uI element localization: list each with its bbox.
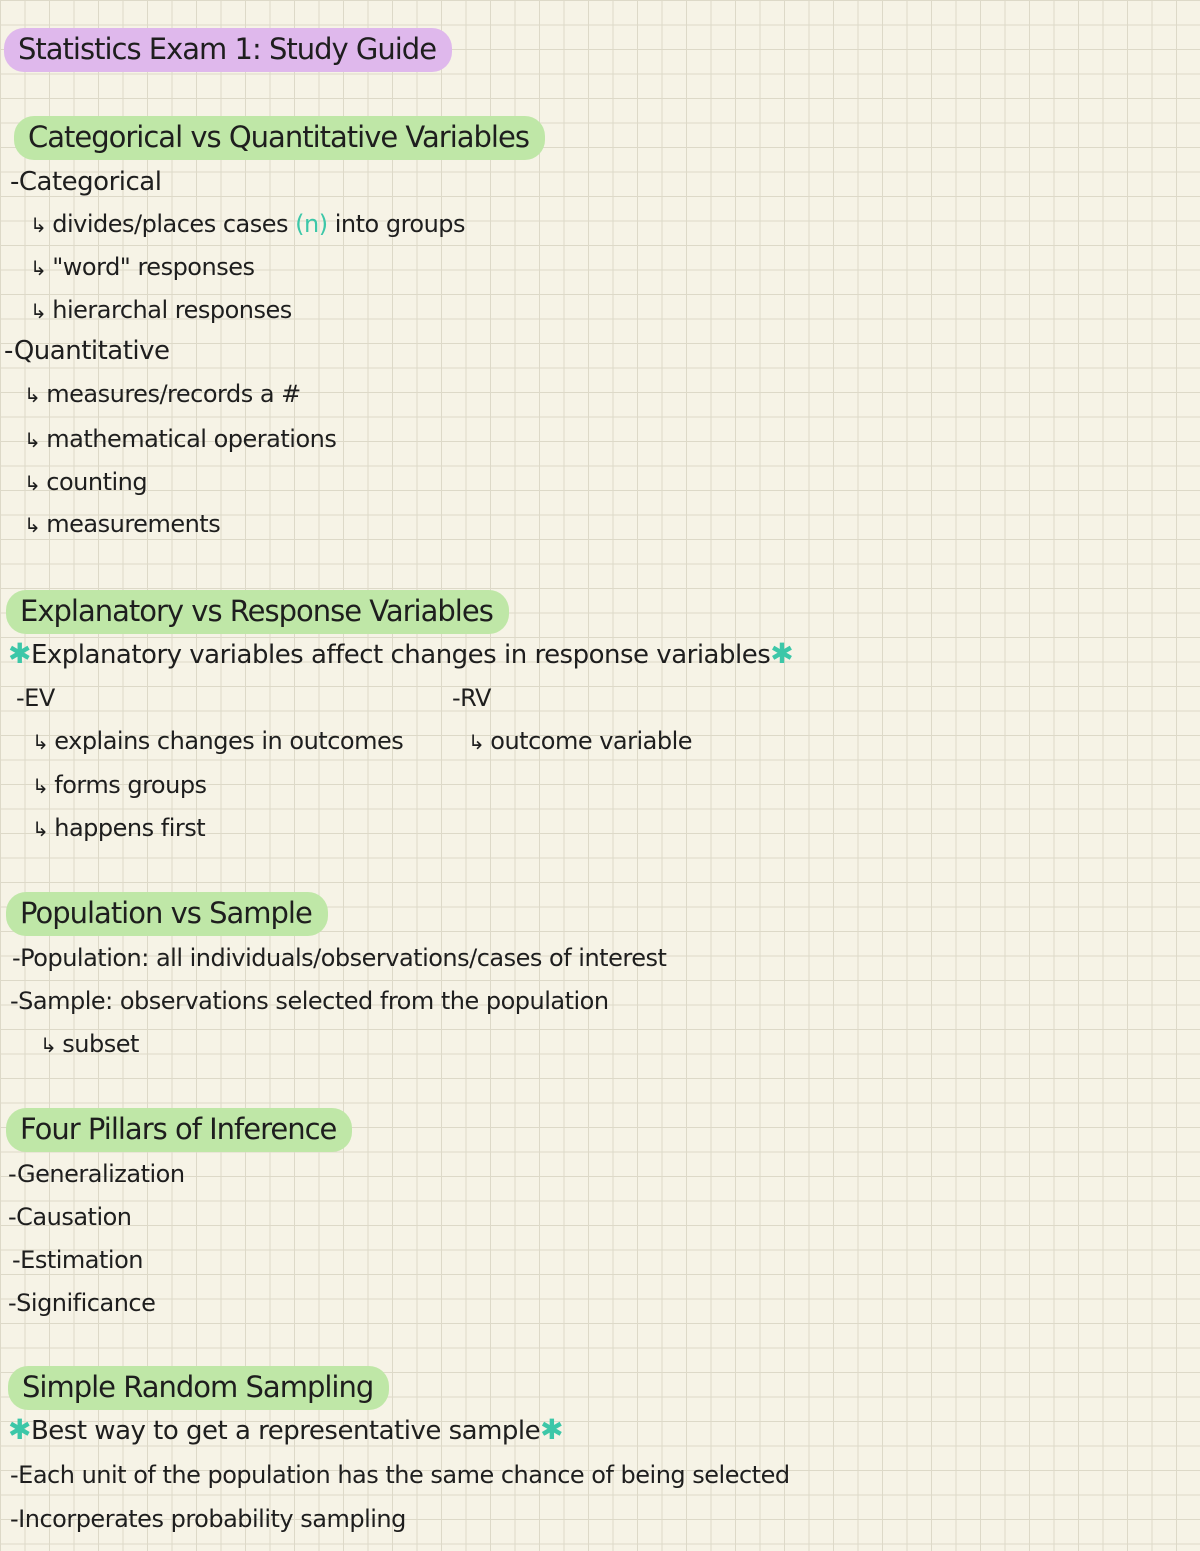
arrow-icon: ↳ bbox=[30, 213, 47, 237]
ev-point-2-text: forms groups bbox=[54, 771, 207, 799]
arrow-icon: ↳ bbox=[24, 513, 41, 537]
quantitative-point-2 bbox=[24, 423, 336, 456]
population-definition: -Population: all individuals/observations/cases of interest bbox=[12, 944, 667, 972]
explanatory-note-text: Explanatory variables affect changes in response variables bbox=[30, 640, 771, 670]
ev-label: -EV bbox=[16, 684, 55, 712]
section-heading-simple-random-sampling: Simple Random Sampling bbox=[8, 1366, 389, 1410]
pillar-generalization: -Generalization bbox=[8, 1160, 185, 1188]
arrow-icon: ↳ bbox=[468, 730, 485, 754]
categorical-point-2-text: "word" responses bbox=[52, 253, 255, 281]
random-sampling-point-2: -Incorperates probability sampling bbox=[10, 1505, 406, 1533]
quantitative-point-3-text: counting bbox=[46, 468, 148, 496]
asterisk-icon: ✱ bbox=[8, 637, 31, 670]
rv-label: -RV bbox=[452, 684, 491, 712]
arrow-icon: ↳ bbox=[32, 774, 49, 798]
arrow-icon: ↳ bbox=[24, 428, 41, 452]
ev-point-2 bbox=[32, 769, 207, 802]
quantitative-point-3 bbox=[24, 466, 147, 499]
random-sampling-note-text: Best way to get a representative sample bbox=[30, 1416, 541, 1446]
section-heading-population-sample: Population vs Sample bbox=[6, 892, 328, 936]
random-sampling-point-1: -Each unit of the population has the same chance of being selected bbox=[10, 1461, 790, 1489]
quantitative-point-4 bbox=[24, 508, 220, 541]
ev-point-1-text: explains changes in outcomes bbox=[54, 727, 404, 755]
arrow-icon: ↳ bbox=[30, 256, 47, 280]
ev-point-3 bbox=[32, 812, 205, 845]
asterisk-icon: ✱ bbox=[540, 1413, 564, 1446]
categorical-point-1-end: into groups bbox=[334, 210, 466, 238]
arrow-icon: ↳ bbox=[24, 383, 41, 407]
pillar-estimation: -Estimation bbox=[12, 1246, 143, 1274]
rv-point-1-text: outcome variable bbox=[490, 727, 693, 755]
quantitative-point-1-text: measures/records a # bbox=[46, 380, 301, 408]
pillar-causation: -Causation bbox=[8, 1203, 132, 1231]
categorical-point-1 bbox=[30, 208, 465, 241]
categorical-point-2 bbox=[30, 251, 254, 284]
rv-point-1 bbox=[468, 725, 692, 758]
sample-subset-text: subset bbox=[62, 1030, 139, 1058]
categorical-label: -Categorical bbox=[10, 167, 162, 197]
cases-n-notation: (n) bbox=[295, 210, 328, 238]
sample-subset-point bbox=[40, 1028, 139, 1061]
section-heading-four-pillars: Four Pillars of Inference bbox=[6, 1108, 352, 1152]
section-heading-explanatory-response: Explanatory vs Response Variables bbox=[6, 590, 509, 634]
quantitative-point-4-text: measurements bbox=[46, 510, 221, 538]
categorical-point-1-text: divides/places cases bbox=[52, 210, 289, 238]
quantitative-label: -Quantitative bbox=[4, 336, 170, 366]
quantitative-point-2-text: mathematical operations bbox=[46, 425, 337, 453]
explanatory-note bbox=[8, 638, 793, 671]
arrow-icon: ↳ bbox=[32, 817, 49, 841]
categorical-point-3-text: hierarchal responses bbox=[52, 296, 292, 324]
sample-definition: -Sample: observations selected from the population bbox=[10, 987, 609, 1015]
arrow-icon: ↳ bbox=[24, 471, 41, 495]
arrow-icon: ↳ bbox=[40, 1033, 57, 1057]
arrow-icon: ↳ bbox=[32, 730, 49, 754]
pillar-significance: -Significance bbox=[8, 1289, 156, 1317]
ev-point-3-text: happens first bbox=[54, 814, 206, 842]
random-sampling-note bbox=[8, 1414, 563, 1447]
section-heading-categorical-quantitative: Categorical vs Quantitative Variables bbox=[14, 116, 545, 160]
arrow-icon: ↳ bbox=[30, 299, 47, 323]
asterisk-icon: ✱ bbox=[8, 1413, 31, 1446]
asterisk-icon: ✱ bbox=[770, 637, 794, 670]
quantitative-point-1 bbox=[24, 378, 301, 411]
page-title: Statistics Exam 1: Study Guide bbox=[4, 28, 452, 72]
ev-point-1 bbox=[32, 725, 403, 758]
categorical-point-3 bbox=[30, 294, 292, 327]
